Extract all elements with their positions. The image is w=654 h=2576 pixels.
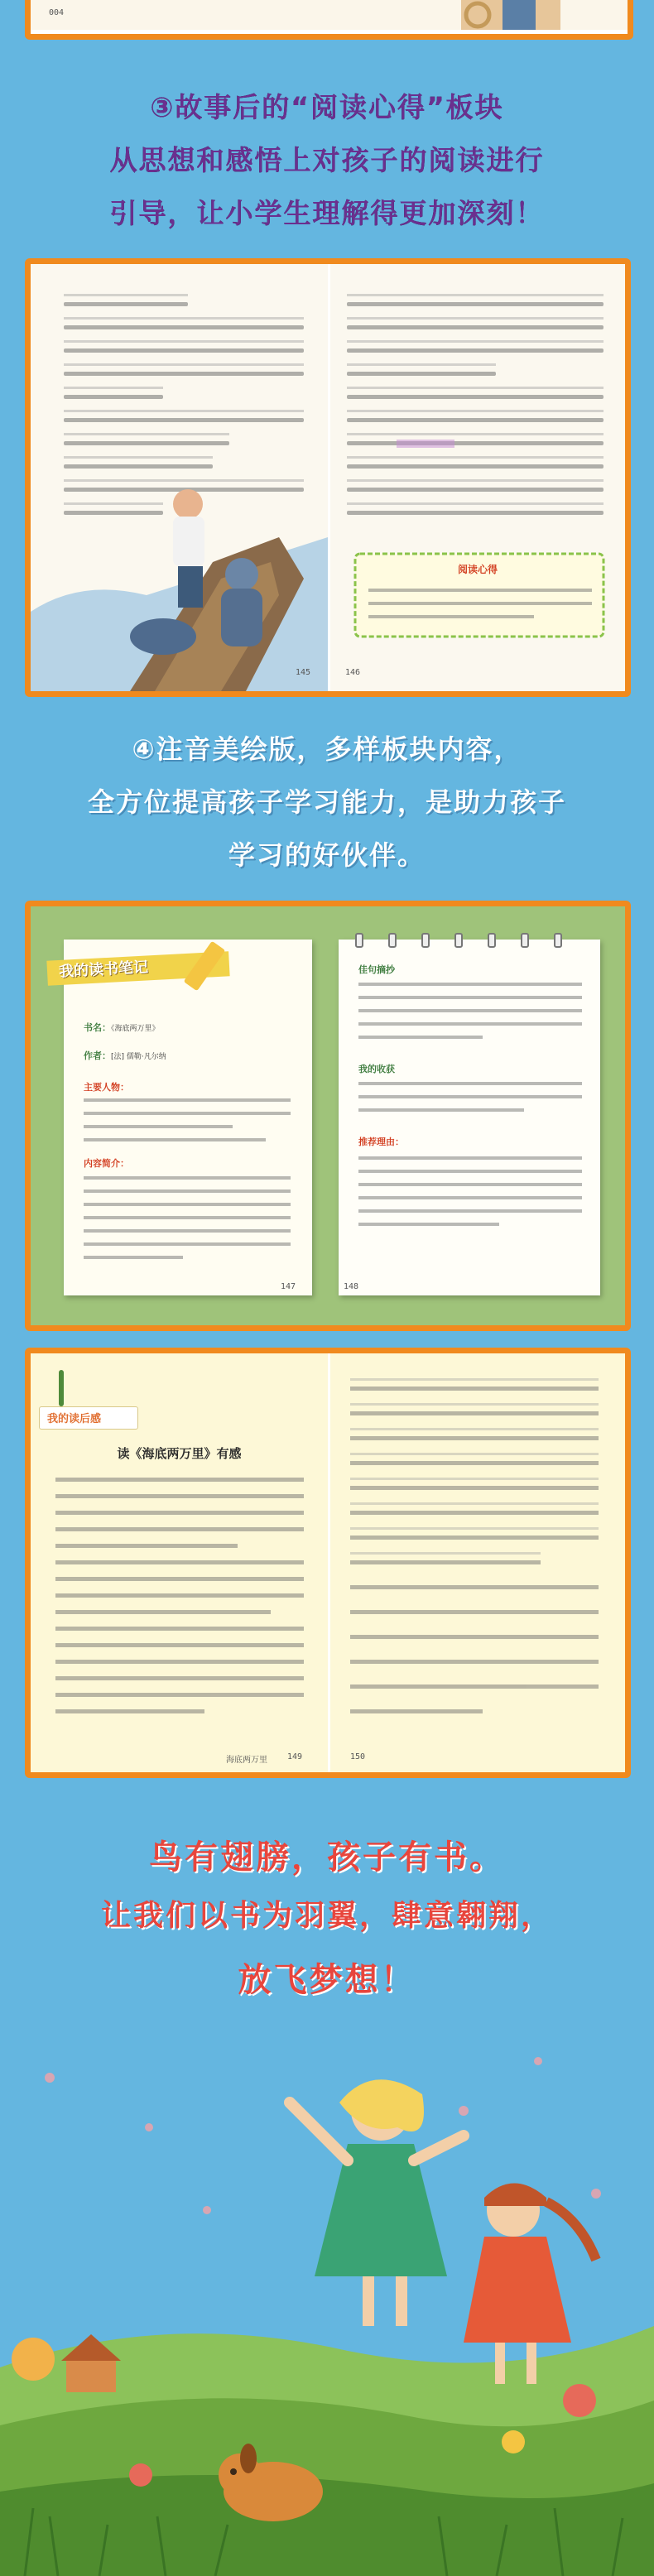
author-label-text: 作者：	[84, 1050, 111, 1061]
section4-line2: 全方位提高孩子学习能力，是助力孩子	[87, 786, 566, 818]
sample-spread-reading	[25, 258, 631, 697]
closing-line1: 鸟有翅膀，孩子有书。	[149, 1838, 505, 1877]
spiral-ring	[355, 933, 363, 948]
spread3-essay-title: 读《海底两万里》有感	[117, 1446, 242, 1461]
section3-line2: 从思想和感悟上对孩子的阅读进行	[109, 144, 545, 176]
section4-line3: 学习的好伙伴。	[228, 839, 426, 871]
spiral-ring	[421, 933, 430, 948]
leaf-decoration	[59, 1370, 64, 1406]
spread2-sentence-lines	[358, 983, 590, 1057]
sample-spread-review	[25, 1348, 631, 1778]
book-label-text: 书名：	[84, 1022, 111, 1033]
spread3-left-text	[55, 1469, 312, 1751]
spread2-right-page-number: 148	[344, 1282, 359, 1291]
spread2-recommend-lines	[358, 1156, 590, 1256]
spread3-right-page-number: 150	[350, 1752, 366, 1761]
spread1-left-page-number: 145	[296, 668, 311, 677]
top-page-number: 004	[49, 8, 65, 17]
spread3-left-page-number: 149	[287, 1752, 303, 1761]
author-value: [法] 儒勒·凡尔纳	[111, 1053, 166, 1061]
spiral-ring	[521, 933, 529, 948]
spread2-content-lines	[84, 1176, 299, 1276]
top-illustration	[428, 0, 627, 30]
closing-line3: 放飞梦想！	[238, 1961, 416, 1999]
top-preview-frame	[25, 0, 633, 40]
spread2-left-page-number: 147	[281, 1282, 296, 1291]
section3-line3: 引导，让小学生理解得更加深刻！	[109, 197, 545, 229]
spread2-banner: 我的读书笔记	[58, 959, 149, 981]
spread2-left-card	[58, 940, 312, 1295]
spiral-ring	[388, 933, 397, 948]
spread2-good-sentences: 佳句摘抄	[358, 964, 395, 975]
spread1-right-page-number: 146	[345, 668, 361, 677]
spread1-right-page	[330, 264, 625, 691]
spread2-right-card	[339, 940, 600, 1295]
spread3-footer-book: 海底两万里	[226, 1756, 267, 1765]
spread2-gains-lines	[358, 1082, 590, 1132]
sample-spread-notes	[25, 901, 631, 1331]
spread3-right-text	[330, 1353, 625, 1772]
spread2-author-label	[84, 1049, 166, 1062]
spiral-ring	[454, 933, 463, 948]
spiral-ring	[488, 933, 496, 948]
spread1-left-text	[31, 264, 328, 691]
section3-line1: ③故事后的“阅读心得”板块	[150, 91, 504, 123]
spread1-right-text	[330, 264, 625, 691]
children-meadow-illustration	[0, 2011, 654, 2576]
spread1-box-title: 阅读心得	[457, 564, 498, 575]
book-value: 《海底两万里》	[111, 1025, 160, 1033]
section4-line1: ④注音美绘版，多样板块内容，	[132, 733, 522, 765]
spread2-gains: 我的收获	[358, 1064, 395, 1074]
spread3-left-page	[31, 1353, 328, 1772]
spread3-banner: 我的读后感	[47, 1413, 102, 1425]
spread3-right-page	[330, 1353, 625, 1772]
spiral-ring	[554, 933, 562, 948]
spread2-content: 内容简介：	[84, 1158, 129, 1169]
spread2-main-chars: 主要人物：	[84, 1082, 129, 1093]
spread1-left-page	[31, 264, 328, 691]
closing-line2: 让我们以书为羽翼，肆意翱翔，	[100, 1899, 553, 1933]
spread2-recommend: 推荐理由：	[358, 1137, 404, 1147]
spread2-book-label	[84, 1021, 160, 1034]
